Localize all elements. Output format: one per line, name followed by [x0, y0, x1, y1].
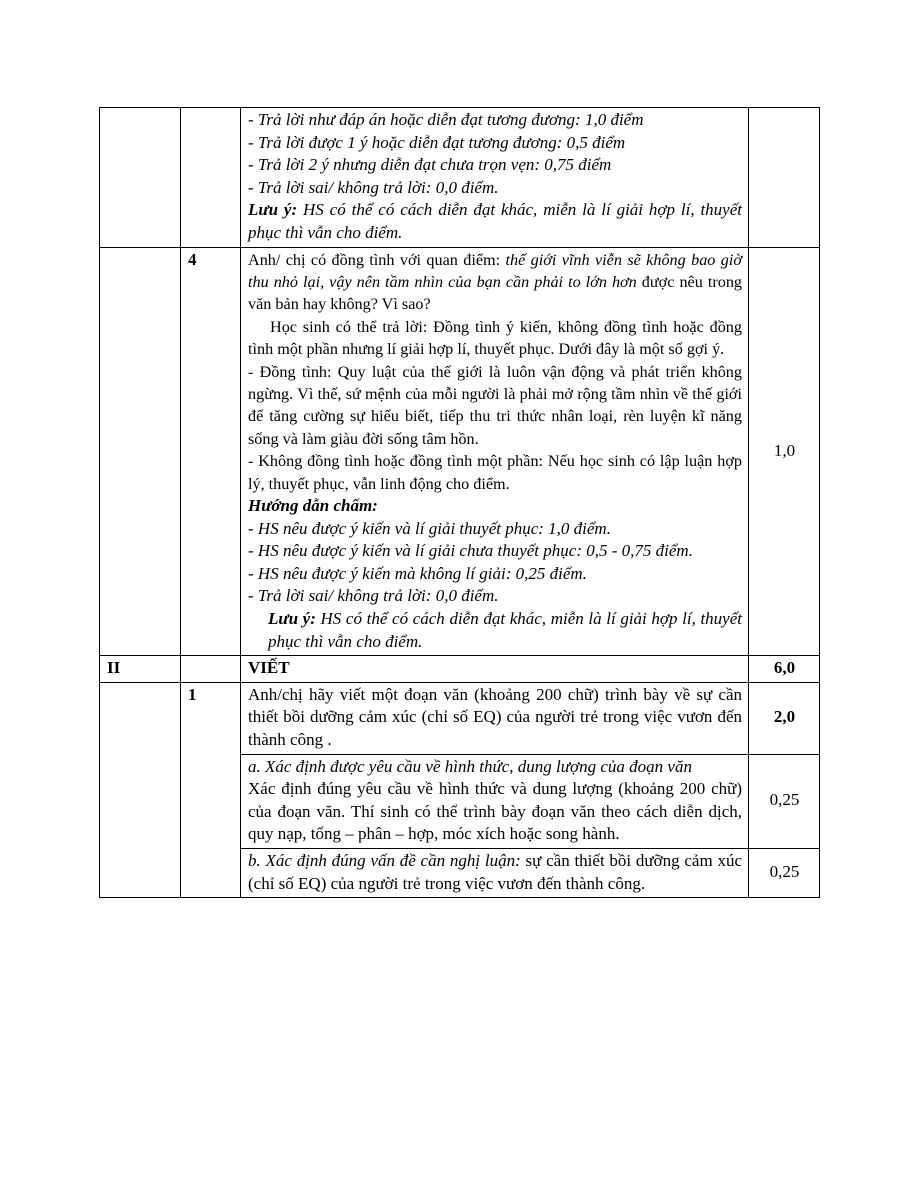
table-row	[100, 656, 820, 683]
guide-line: - HS nêu được ý kiến và lí giải chưa thuyết phục: 0,5 - 0,75 điểm.	[248, 541, 693, 561]
content-cell	[241, 247, 749, 656]
question-number-cell	[181, 656, 241, 683]
criterion-body: sự cần thiết bồi dưỡng cảm xúc (chỉ số EQ) của người trẻ trong việc vươn đến thành công.	[248, 850, 743, 893]
note-text: HS có thể có cách diễn đạt khác, miễn là lí giải hợp lí, thuyết phục thì vẫn cho điểm.	[268, 609, 742, 651]
criterion-text	[248, 850, 742, 895]
question-number-cell: 4	[181, 247, 241, 656]
score-line: - Trả lời 2 ý nhưng diễn đạt chưa trọn vẹn: 0,75 điểm	[248, 155, 612, 175]
guide-title: Hướng dẫn chấm:	[248, 496, 378, 516]
score-line: - Trả lời sai/ không trả lời: 0,0 điểm.	[248, 177, 499, 197]
criterion-heading: b. Xác định đúng vấn đề cần nghị luận:	[248, 850, 521, 870]
content-cell: Anh/chị hãy viết một đoạn văn (khoảng 200 chữ) trình bày về sự cần thiết bồi dưỡng cảm xúc (chỉ số EQ) của người trẻ trong việc vươn đến thành công .	[241, 682, 749, 754]
guide-line: - HS nêu được ý kiến và lí giải thuyết phục: 1,0 điểm.	[248, 518, 611, 538]
answer-intro: Học sinh có thể trả lời: Đồng tình ý kiến, không đồng tình hoặc đồng tình một phần nhưng lí giải hợp lí, thuyết phục. Dưới đây là một số gợi ý.	[248, 317, 742, 359]
score-cell: 6,0	[749, 656, 820, 683]
table-row	[100, 108, 820, 248]
note-text: HS có thể có cách diễn đạt khác, miễn là lí giải hợp lí, thuyết phục thì vẫn cho điểm.	[248, 200, 742, 242]
content-cell	[241, 848, 749, 897]
score-cell: 0,25	[749, 754, 820, 848]
answer-key-table	[99, 107, 820, 898]
criterion-heading: a. Xác định được yêu cầu về hình thức, dung lượng của đoạn văn	[248, 756, 692, 776]
guide-line: - HS nêu được ý kiến mà không lí giải: 0,25 điểm.	[248, 563, 587, 583]
table-row	[100, 682, 820, 754]
note-label: Lưu ý:	[268, 609, 316, 628]
part-cell: II	[100, 656, 181, 683]
note	[248, 199, 742, 244]
score-line: - Trả lời được 1 ý hoặc diễn đạt tương đương: 0,5 điểm	[248, 132, 626, 152]
answer-agree: - Đồng tình: Quy luật của thế giới là luôn vận động và phát triển không ngừng. Vì thế, sứ mệnh của mỗi người là phải mở rộng tầm nhìn về thế giới để tăng cường sự hiểu biết, tiếp thu tri thức nhân loại, rèn luyện kĩ năng sống và làm giàu đời sống tâm hồn.	[248, 362, 742, 448]
question-number-cell: 1	[181, 682, 241, 897]
question-text	[248, 249, 742, 316]
section-title: VIẾT	[241, 656, 749, 683]
content-cell	[241, 108, 749, 248]
question-prefix: Anh/ chị có đồng tình với quan điểm:	[248, 250, 506, 269]
score-line: - Trả lời như đáp án hoặc diễn đạt tương đương: 1,0 điểm	[248, 110, 644, 129]
answer-disagree: - Không đồng tình hoặc đồng tình một phần: Nếu học sinh có lập luận hợp lý, thuyết phục, vẫn linh động cho điểm.	[248, 452, 742, 493]
question-quote: thế giới vĩnh viễn sẽ không bao giờ thu nhỏ lại, vậy nên tầm nhìn của bạn cần phải to lớn hơn	[248, 250, 743, 291]
note	[248, 608, 742, 653]
score-cell	[749, 108, 820, 248]
score-cell: 0,25	[749, 848, 820, 897]
note-label: Lưu ý:	[248, 200, 298, 220]
content-cell	[241, 754, 749, 848]
question-suffix: được nêu trong văn bản hay không? Vì sao?	[248, 272, 743, 314]
part-cell	[100, 682, 181, 897]
criterion-text: Xác định đúng yêu cầu về hình thức và dung lượng (khoảng 200 chữ) của đoạn văn. Thí sinh có thể trình bày đoạn văn theo cách diễn dịch, quy nạp, tổng – phân – hợp, móc xích hoặc song hành.	[248, 779, 742, 844]
guide-line: - Trả lời sai/ không trả lời: 0,0 điểm.	[248, 586, 499, 606]
question-number-cell	[181, 108, 241, 248]
part-cell	[100, 247, 181, 656]
table-row	[100, 247, 820, 656]
part-cell	[100, 108, 181, 248]
score-cell: 1,0	[749, 247, 820, 656]
score-cell: 2,0	[749, 682, 820, 754]
